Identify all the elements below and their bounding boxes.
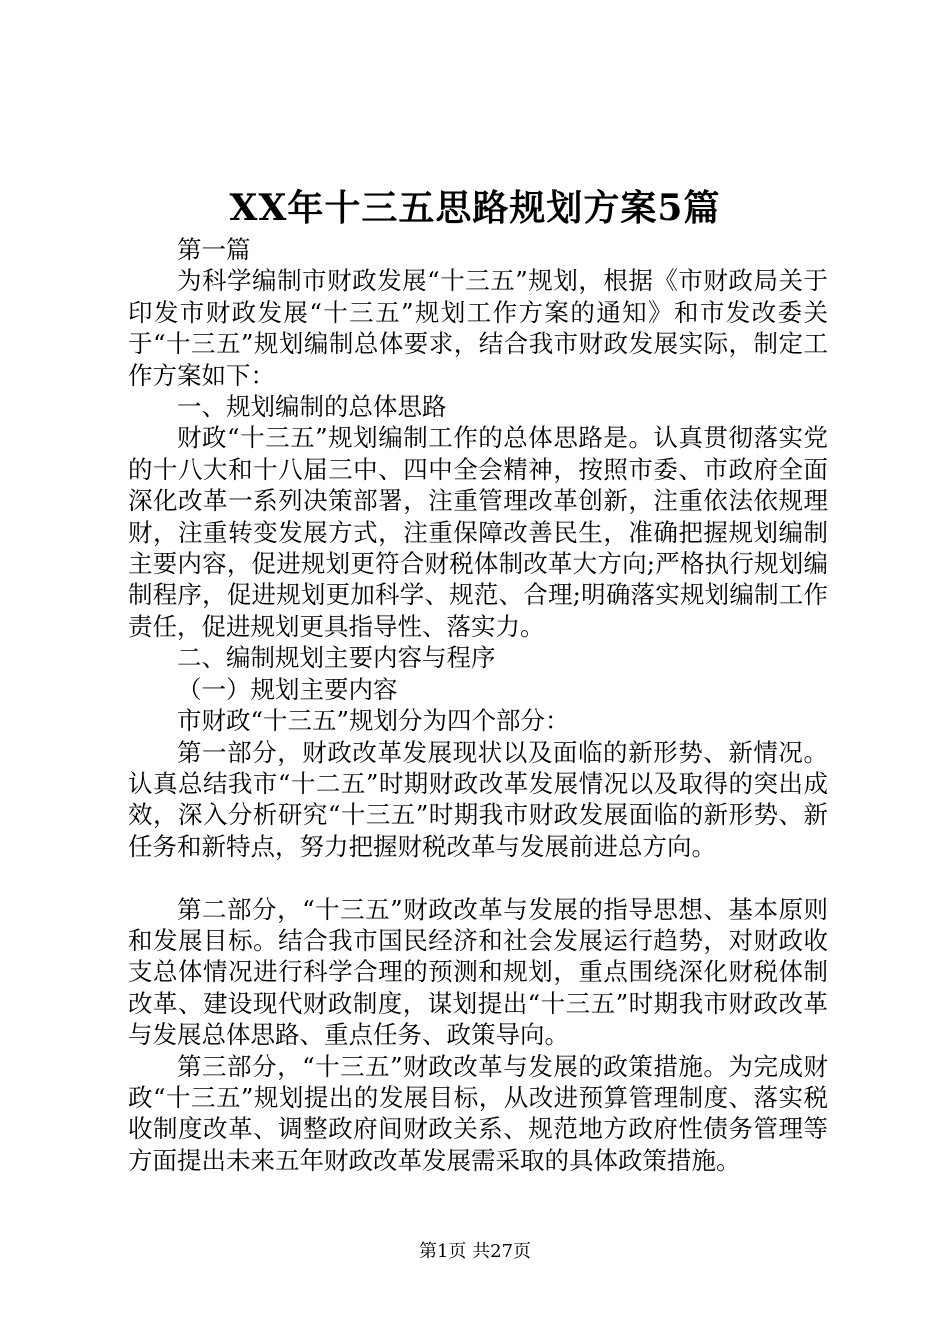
part-one-paragraph: 第一部分，财政改革发展现状以及面临的新形势、新情况。认真总结我市“十二五”时期财政改革发展情况以及取得的突出成效，深入分析研究“十三五”时期我市财政发展面临的新形势、新任务和新特点，努力把握财税改革与发展前进总方向。 [128, 737, 828, 861]
intro-paragraph: 为科学编制市财政发展“十三五”规划，根据《市财政局关于印发市财政发展“十三五”规划工作方案的通知》和市发改委关于“十三五”规划编制总体要求，结合我市财政发展实际，制定工作方案如下： [128, 266, 828, 390]
document-title: XX年十三五思路规划方案5篇 [229, 187, 721, 229]
four-parts-paragraph: 市财政“十三五”规划分为四个部分： [177, 706, 570, 736]
heading-main-content: 二、编制规划主要内容与程序 [177, 643, 496, 673]
part-two-paragraph: 第二部分，“十三五”财政改革与发展的指导思想、基本原则和发展目标。结合我市国民经济和社会发展运行趋势，对财政收支总体情况进行科学合理的预测和规划，重点围绕深化财税体制改革、建设现代财政制度，谋划提出“十三五”时期我市财政改革与发展总体思路、重点任务、政策导向。 [128, 894, 828, 1050]
subheading-main-content: （一）规划主要内容 [177, 674, 398, 704]
section-heading-part-one: 第一篇 [177, 235, 251, 264]
overall-approach-paragraph: 财政“十三五”规划编制工作的总体思路是。认真贯彻落实党的十八大和十八届三中、四中全会精神，按照市委、市政府全面深化改革一系列决策部署，注重管理改革创新，注重依法依规理财，注重转变发展方式，注重保障改善民生，准确把握规划编制主要内容，促进规划更符合财税体制改革大方向;严格执行规划编制程序，促进规划更加科学、规范、合理;明确落实规划编制工作责任，促进规划更具指导性、落实力。 [128, 423, 828, 641]
heading-overall-approach: 一、规划编制的总体思路 [177, 392, 447, 422]
page-number-footer: 第1页 共27页 [418, 1241, 532, 1262]
document-body [128, 234, 828, 1176]
part-three-paragraph: 第三部分，“十三五”财政改革与发展的政策措施。为完成财政“十三五”规划提出的发展目标，从改进预算管理制度、落实税收制度改革、调整政府间财政关系、规范地方政府性债务管理等方面提出未来五年财政改革发展需采取的具体政策措施。 [128, 1051, 828, 1175]
